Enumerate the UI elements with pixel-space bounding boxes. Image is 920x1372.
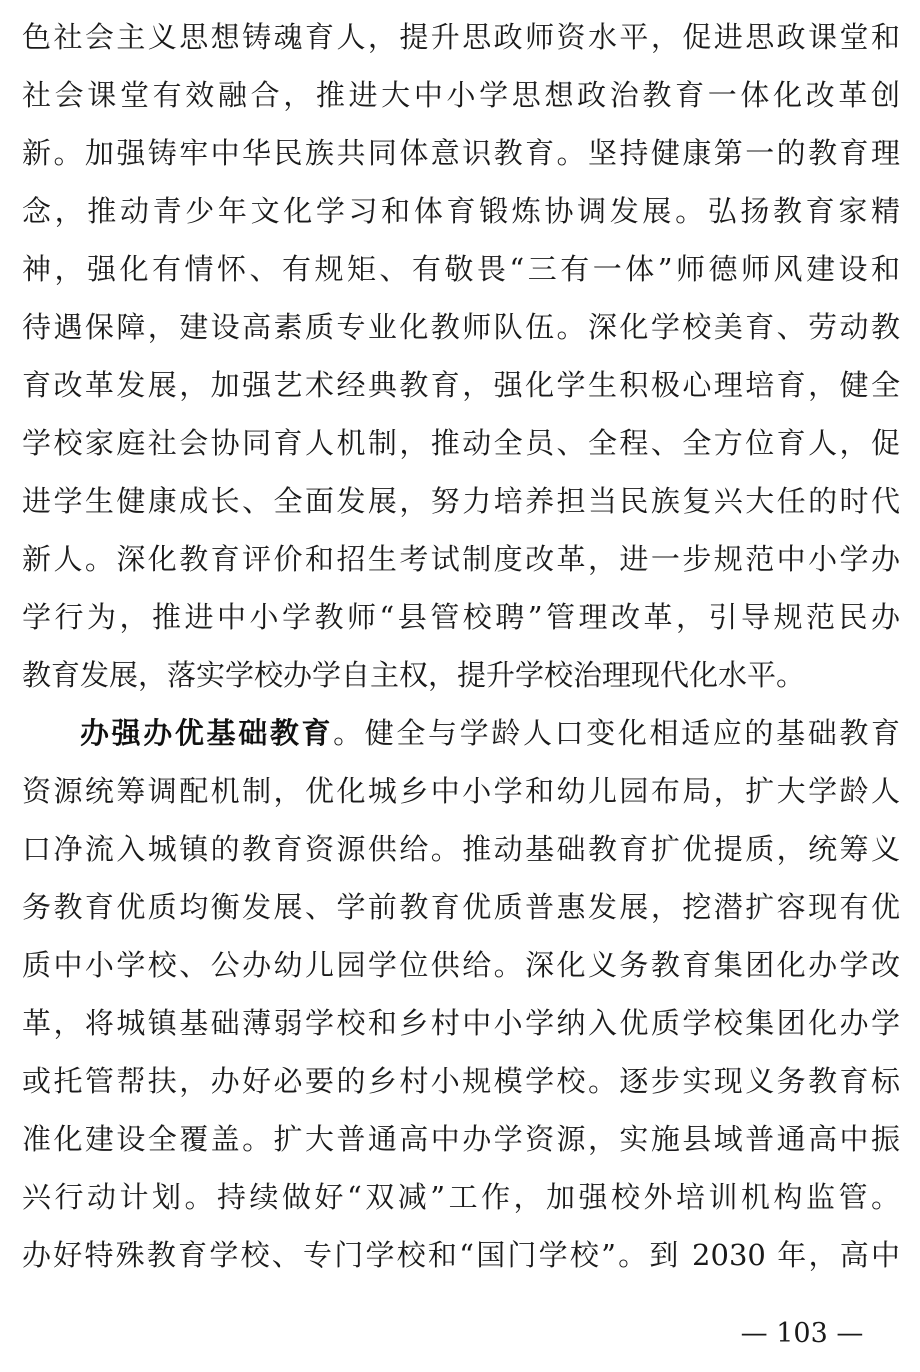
paragraph-line: 念，推动青少年文化学习和体育锻炼协调发展。弘扬教育家精 <box>22 194 900 228</box>
paragraph-line: 进学生健康成长、全面发展，努力培养担当民族复兴大任的时代 <box>22 484 900 518</box>
paragraph-line: 办好特殊教育学校、专门学校和“国门学校”。到 2030 年，高中 <box>22 1238 900 1272</box>
paragraph-line: 兴行动计划。持续做好“双减”工作，加强校外培训机构监管。 <box>22 1180 900 1214</box>
paragraph-1 <box>22 8 900 704</box>
paragraph-line-rest: 。健全与学龄人口变化相适应的基础教育 <box>333 716 900 750</box>
paragraph-first-line <box>22 704 900 762</box>
paragraph-line: 社会课堂有效融合，推进大中小学思想政治教育一体化改革创 <box>22 78 900 112</box>
paragraph-line: 资源统筹调配机制，优化城乡中小学和幼儿园布局，扩大学龄人 <box>22 774 900 808</box>
page-number: — 103 — <box>740 1318 864 1349</box>
paragraph-line: 待遇保障，建设高素质专业化教师队伍。深化学校美育、劳动教 <box>22 310 900 344</box>
paragraph-line: 准化建设全覆盖。扩大普通高中办学资源，实施县域普通高中振 <box>22 1122 900 1156</box>
paragraph-line: 神，强化有情怀、有规矩、有敬畏“三有一体”师德师风建设和 <box>22 252 900 286</box>
paragraph-line: 色社会主义思想铸魂育人，提升思政师资水平，促进思政课堂和 <box>22 20 900 54</box>
paragraph-line: 学行为，推进中小学教师“县管校聘”管理改革，引导规范民办 <box>22 600 900 634</box>
body-text <box>22 8 900 1284</box>
paragraph-2 <box>22 704 900 1284</box>
paragraph-line: 新。加强铸牢中华民族共同体意识教育。坚持健康第一的教育理 <box>22 136 900 170</box>
page-footer <box>0 1318 920 1358</box>
paragraph-line: 质中小学校、公办幼儿园学位供给。深化义务教育集团化办学改 <box>22 948 900 982</box>
paragraph-line: 口净流入城镇的教育资源供给。推动基础教育扩优提质，统筹义 <box>22 832 900 866</box>
paragraph-line: 学校家庭社会协同育人机制，推动全员、全程、全方位育人，促 <box>22 426 900 460</box>
paragraph-line: 革，将城镇基础薄弱学校和乡村中小学纳入优质学校集团化办学 <box>22 1006 900 1040</box>
paragraph-line: 务教育优质均衡发展、学前教育优质普惠发展，挖潜扩容现有优 <box>22 890 900 924</box>
paragraph-line: 教育发展，落实学校办学自主权，提升学校治理现代化水平。 <box>22 658 806 692</box>
paragraph-line: 育改革发展，加强艺术经典教育，强化学生积极心理培育，健全 <box>22 368 900 402</box>
paragraph-line: 或托管帮扶，办好必要的乡村小规模学校。逐步实现义务教育标 <box>22 1064 900 1098</box>
section-heading: 办强办优基础教育 <box>80 716 334 750</box>
paragraph-line: 新人。深化教育评价和招生考试制度改革，进一步规范中小学办 <box>22 542 900 576</box>
